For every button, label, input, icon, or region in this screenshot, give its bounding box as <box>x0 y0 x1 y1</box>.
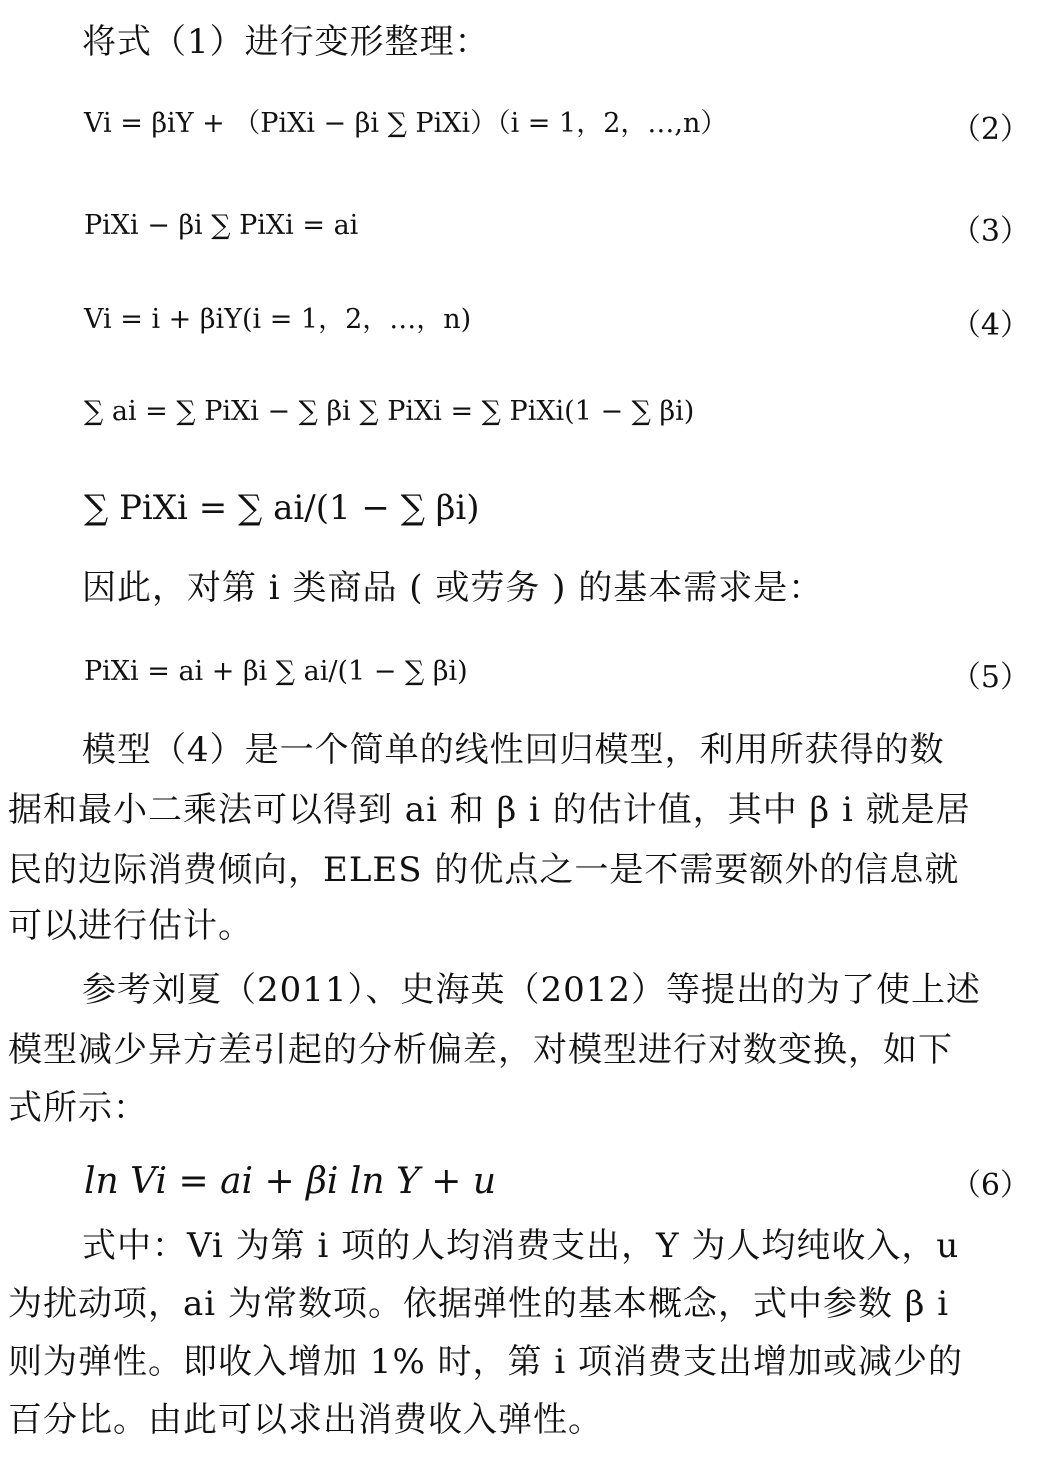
model-paragraph-line-3: 民的边际消费倾向，ELES 的优点之一是不需要额外的信息就 <box>8 850 960 890</box>
reference-paragraph-line-2: 模型减少异方差引起的分析偏差，对模型进行对数变换，如下 <box>8 1030 953 1070</box>
model-paragraph-line-1: 模型（4）是一个简单的线性回归模型，利用所获得的数 <box>82 730 945 770</box>
where-paragraph-line-1: 式中：Vi 为第 i 项的人均消费支出，Y 为人均纯收入，u <box>82 1226 960 1266</box>
equation-2: Vi = βiY + （PiXi − βi ∑ PiXi）（i = 1，2，…,n） <box>84 108 728 139</box>
equation-6-number: （6） <box>950 1168 1030 1203</box>
equation-2-number: （2） <box>950 112 1030 147</box>
where-paragraph-line-3: 则为弹性。即收入增加 1% 时，第 i 项消费支出增加或减少的 <box>8 1342 964 1382</box>
equation-sum-pixi: ∑ PiXi = ∑ ai/(1 − ∑ βi) <box>84 488 480 528</box>
equation-sum-ai: ∑ ai = ∑ PiXi − ∑ βi ∑ PiXi = ∑ PiXi(1 − ∑ βi) <box>84 396 695 427</box>
equation-3-number: （3） <box>950 214 1030 249</box>
equation-4: Vi = i + βiY(i = 1，2，…，n) <box>84 304 472 335</box>
model-paragraph-line-2: 据和最小二乘法可以得到 ai 和 β i 的估计值，其中 β i 就是居 <box>8 790 971 830</box>
where-paragraph-line-2: 为扰动项，ai 为常数项。依据弹性的基本概念，式中参数 β i <box>8 1284 950 1324</box>
basic-need-paragraph: 因此，对第 i 类商品 ( 或劳务 ) 的基本需求是： <box>82 568 824 608</box>
equation-3: PiXi − βi ∑ PiXi = ai <box>84 210 359 241</box>
equation-5: PiXi = ai + βi ∑ ai/(1 − ∑ βi) <box>84 656 468 687</box>
reference-paragraph-line-1: 参考刘夏（2011）、史海英（2012）等提出的为了使上述 <box>82 970 982 1010</box>
equation-6: ln Vi = ai + βi ln Y + u <box>84 1161 497 1202</box>
reference-paragraph-line-3: 式所示： <box>8 1088 148 1128</box>
equation-4-number: （4） <box>950 308 1030 343</box>
model-paragraph-line-4: 可以进行估计。 <box>8 906 253 946</box>
intro-paragraph: 将式（1）进行变形整理： <box>82 22 490 62</box>
where-paragraph-line-4: 百分比。由此可以求出消费收入弹性。 <box>8 1400 603 1440</box>
equation-5-number: （5） <box>950 660 1030 695</box>
